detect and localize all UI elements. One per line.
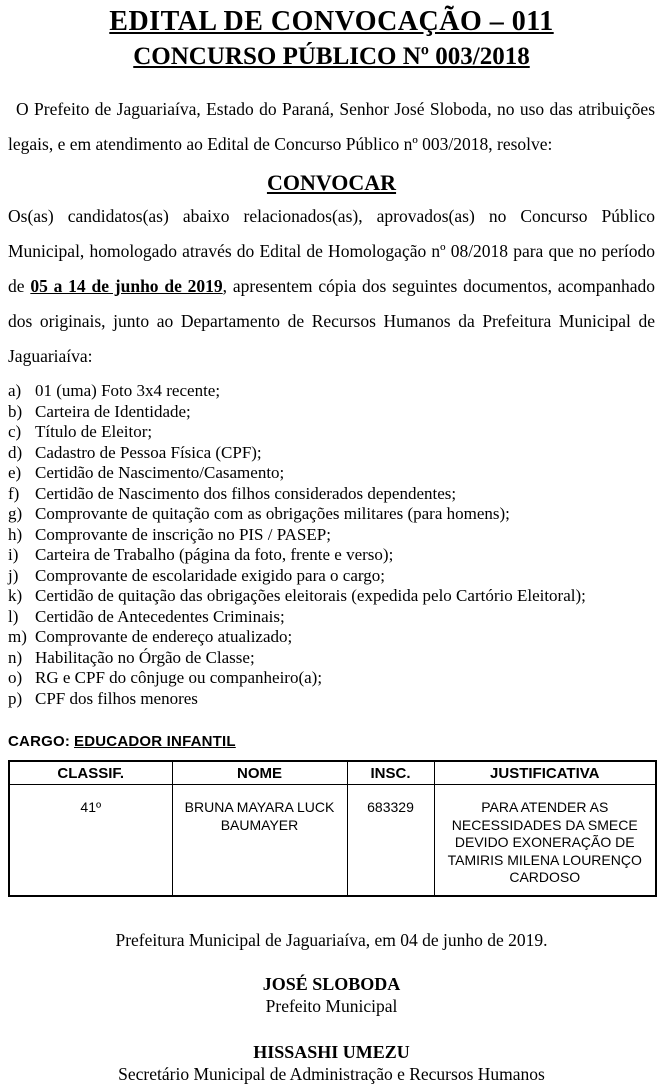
column-header-nome: NOME bbox=[172, 761, 347, 785]
list-item bbox=[8, 422, 655, 443]
signature-block-mayor bbox=[8, 973, 655, 1017]
cell-justificativa: PARA ATENDER AS NECESSIDADES DA SMECE DEVIDO EXONERAÇÃO DE TAMIRIS MILENA LOURENÇO CARDOSO bbox=[434, 785, 656, 896]
list-item bbox=[8, 463, 655, 484]
column-header-insc: INSC. bbox=[347, 761, 434, 785]
intro-paragraph: O Prefeito de Jaguariaíva, Estado do Paraná, Senhor José Sloboda, no uso das atribuições legais, e em atendimento ao Edital de Concurso Público nº 003/2018, resolve: bbox=[8, 99, 655, 154]
summon-text-start: Os(as) candidatos(as) abaixo relacionados(as), aprovados(as) no Concurso Público Municipal, homologado através do Edital de Homologação nº 08/2018 para que no período de bbox=[8, 206, 655, 296]
cargo-line bbox=[8, 733, 655, 750]
list-item-text: Habilitação no Órgão de Classe; bbox=[35, 647, 255, 667]
list-item-marker: a) bbox=[8, 381, 22, 400]
list-item-text: Comprovante de inscrição no PIS / PASEP; bbox=[35, 524, 331, 544]
list-item-text: Título de Eleitor; bbox=[35, 422, 153, 441]
list-item-text: Certidão de Nascimento/Casamento; bbox=[35, 463, 285, 482]
list-item-text: Certidão de quitação das obrigações eleitorais (expedida pelo Cartório Eleitoral); bbox=[35, 586, 586, 605]
column-header-justificativa: JUSTIFICATIVA bbox=[434, 761, 656, 785]
list-item-marker: m) bbox=[8, 627, 27, 646]
list-item-marker: f) bbox=[8, 483, 20, 503]
table-row bbox=[9, 785, 656, 896]
signature-title: Secretário Municipal de Administração e Recursos Humanos bbox=[118, 1063, 545, 1084]
list-item-text: Comprovante de endereço atualizado; bbox=[35, 627, 293, 646]
list-item bbox=[8, 566, 655, 587]
list-item-marker: o) bbox=[8, 668, 23, 687]
convocar-heading-text: CONVOCAR bbox=[266, 170, 397, 195]
list-item bbox=[8, 504, 655, 525]
candidates-table bbox=[8, 760, 657, 897]
signature-block-secretary bbox=[8, 1041, 655, 1085]
column-header-classif: CLASSIF. bbox=[9, 761, 172, 785]
list-item-marker: h) bbox=[8, 524, 23, 544]
list-item-text: 01 (uma) Foto 3x4 recente; bbox=[35, 381, 221, 400]
summon-paragraph bbox=[8, 199, 655, 374]
cell-insc: 683329 bbox=[347, 785, 434, 896]
list-item-text: Carteira de Trabalho (página da foto, frente e verso); bbox=[35, 545, 394, 564]
list-item-text: Comprovante de escolaridade exigido para o cargo; bbox=[35, 565, 385, 585]
list-item-marker: c) bbox=[8, 422, 22, 441]
signature-name: JOSÉ SLOBODA bbox=[262, 973, 401, 994]
list-item-marker: b) bbox=[8, 401, 23, 421]
list-item-text: Certidão de Nascimento dos filhos considerados dependentes; bbox=[35, 483, 457, 503]
cell-classif: 41º bbox=[9, 785, 172, 896]
cargo-label: CARGO: bbox=[8, 733, 71, 750]
cell-nome: BRUNA MAYARA LUCK BAUMAYER bbox=[172, 785, 347, 896]
list-item-text: Comprovante de quitação com as obrigações militares (para homens); bbox=[35, 504, 510, 523]
cargo-value: EDUCADOR INFANTIL bbox=[74, 733, 236, 750]
list-item bbox=[8, 627, 655, 648]
list-item-marker: j) bbox=[8, 565, 19, 585]
list-item bbox=[8, 586, 655, 607]
summon-period: 05 a 14 de junho de 2019 bbox=[30, 276, 223, 296]
document-checklist bbox=[8, 381, 655, 709]
list-item-marker: g) bbox=[8, 504, 23, 523]
list-item bbox=[8, 648, 655, 669]
list-item-text: Carteira de Identidade; bbox=[35, 401, 191, 421]
list-item-marker: e) bbox=[8, 463, 22, 482]
list-item bbox=[8, 402, 655, 423]
list-item-marker: i) bbox=[8, 545, 19, 564]
document-subtitle bbox=[8, 43, 655, 71]
list-item-marker: l) bbox=[8, 606, 19, 626]
date-line: Prefeitura Municipal de Jaguariaíva, em 04 de junho de 2019. bbox=[115, 929, 548, 950]
list-item-text: CPF dos filhos menores bbox=[35, 688, 198, 708]
list-item bbox=[8, 484, 655, 505]
signature-title: Prefeito Municipal bbox=[265, 995, 398, 1016]
table-header-row bbox=[9, 761, 656, 785]
list-item bbox=[8, 689, 655, 710]
list-item-marker: d) bbox=[8, 442, 23, 462]
list-item bbox=[8, 545, 655, 566]
list-item-marker: k) bbox=[8, 586, 23, 605]
summon-text-end: , apresentem cópia dos seguintes documentos, acompanhado dos originais, junto ao Departamento de Recursos Humanos da Prefeitura Municipal de Jaguariaíva: bbox=[8, 276, 655, 366]
list-item-text: RG e CPF do cônjuge ou companheiro(a); bbox=[35, 668, 323, 687]
list-item-marker: n) bbox=[8, 647, 23, 667]
list-item-text: Cadastro de Pessoa Física (CPF); bbox=[35, 442, 262, 462]
convocar-heading bbox=[8, 170, 655, 196]
list-item bbox=[8, 381, 655, 402]
document-title bbox=[8, 6, 655, 38]
list-item-marker: p) bbox=[8, 688, 23, 708]
list-item bbox=[8, 525, 655, 546]
signature-name: HISSASHI UMEZU bbox=[253, 1041, 410, 1062]
list-item-text: Certidão de Antecedentes Criminais; bbox=[35, 606, 285, 626]
list-item bbox=[8, 607, 655, 628]
list-item bbox=[8, 443, 655, 464]
list-item bbox=[8, 668, 655, 689]
document-subtitle-text: CONCURSO PÚBLICO Nº 003/2018 bbox=[133, 43, 530, 70]
document-title-text: EDITAL DE CONVOCAÇÃO – 011 bbox=[109, 6, 554, 37]
